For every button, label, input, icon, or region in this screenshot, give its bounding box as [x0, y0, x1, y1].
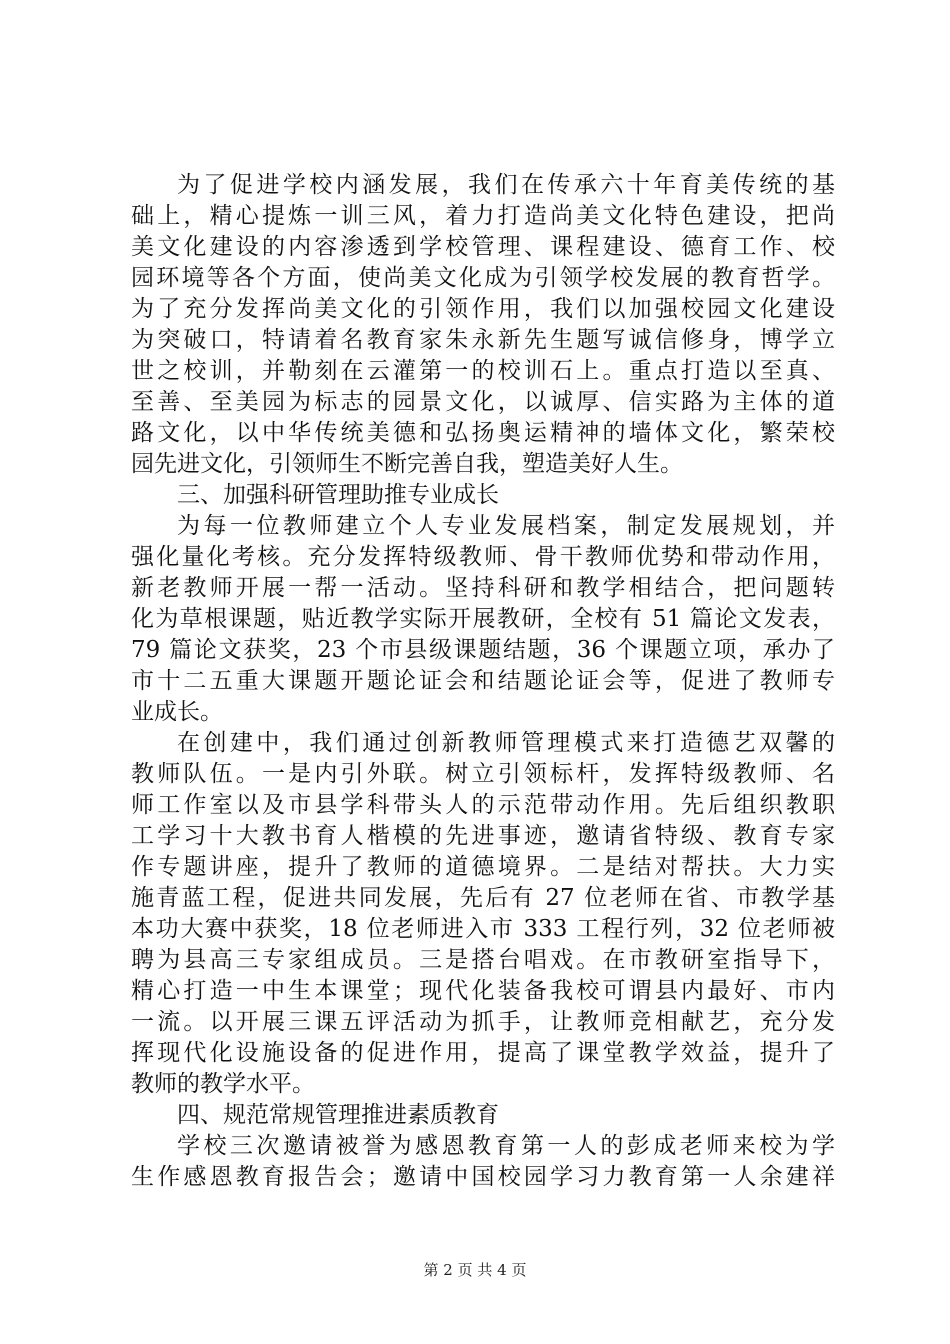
text-line: 一流。以开展三课五评活动为抓手，让教师竞相献艺，充分发	[131, 1009, 835, 1035]
text-line: 教师的教学水平。	[131, 1071, 315, 1097]
text-line: 在创建中，我们通过创新教师管理模式来打造德艺双馨的	[177, 730, 835, 756]
heading-text: 四、规范常规管理推进素质教育	[177, 1102, 499, 1128]
heading-text: 三、加强科研管理助推专业成长	[177, 482, 499, 508]
text-line: 79 篇论文获奖，23 个市县级课题结题，36 个课题立项，承办了	[131, 637, 835, 663]
text-line: 世之校训，并勒刻在云灌第一的校训石上。重点打造以至真、	[131, 358, 835, 384]
paragraph-quality-education	[131, 1131, 835, 1193]
text-line: 教师队伍。一是内引外联。树立引领标杆，发挥特级教师、名	[131, 761, 835, 787]
text-line: 施青蓝工程，促进共同发展，先后有 27 位老师在省、市教学基	[131, 885, 835, 911]
section-heading-4	[131, 1100, 835, 1131]
paragraph-research	[131, 511, 835, 728]
text-line: 学校三次邀请被誉为感恩教育第一人的彭成老师来校为学	[177, 1133, 835, 1159]
text-line: 业成长。	[131, 699, 223, 725]
text-line: 园环境等各个方面，使尚美文化成为引领学校发展的教育哲学。	[131, 265, 835, 291]
text-line: 聘为县高三专家组成员。三是搭台唱戏。在市教研室指导下，	[131, 947, 835, 973]
text-line: 化为草根课题，贴近教学实际开展教研，全校有 51 篇论文发表，	[131, 606, 835, 632]
text-line: 挥现代化设施设备的促进作用，提高了课堂教学效益，提升了	[131, 1040, 835, 1066]
text-line: 生作感恩教育报告会；邀请中国校园学习力教育第一人余建祥	[131, 1164, 835, 1190]
text-line: 至善、至美园为标志的园景文化，以诚厚、信实路为主体的道	[131, 389, 835, 415]
text-line: 新老教师开展一帮一活动。坚持科研和教学相结合，把问题转	[131, 575, 835, 601]
paragraph-culture	[131, 170, 835, 480]
section-heading-3	[131, 480, 835, 511]
text-line: 工学习十大教书育人楷模的先进事迹，邀请省特级、教育专家	[131, 823, 835, 849]
document-body	[131, 170, 835, 1193]
text-line: 路文化，以中华传统美德和弘扬奥运精神的墙体文化，繁荣校	[131, 420, 835, 446]
text-line: 为突破口，特请着名教育家朱永新先生题写诚信修身，博学立	[131, 327, 835, 353]
text-line: 园先进文化，引领师生不断完善自我，塑造美好人生。	[131, 451, 683, 477]
text-line: 精心打造一中生本课堂；现代化装备我校可谓县内最好、市内	[131, 978, 835, 1004]
text-line: 强化量化考核。充分发挥特级教师、骨干教师优势和带动作用，	[131, 544, 835, 570]
page-number: 第 2 页 共 4 页	[423, 1261, 527, 1279]
text-line: 为每一位教师建立个人专业发展档案，制定发展规划，并	[177, 513, 835, 539]
text-line: 美文化建设的内容渗透到学校管理、课程建设、德育工作、校	[131, 234, 835, 260]
text-line: 师工作室以及市县学科带头人的示范带动作用。先后组织教职	[131, 792, 835, 818]
text-line: 为了促进学校内涵发展，我们在传承六十年育美传统的基	[177, 172, 835, 198]
paragraph-teachers	[131, 728, 835, 1100]
page-footer	[0, 1260, 950, 1280]
text-line: 本功大赛中获奖，18 位老师进入市 333 工程行列，32 位老师被	[131, 916, 835, 942]
text-line: 作专题讲座，提升了教师的道德境界。二是结对帮扶。大力实	[131, 854, 835, 880]
text-line: 为了充分发挥尚美文化的引领作用，我们以加强校园文化建设	[131, 296, 835, 322]
text-line: 础上，精心提炼一训三风，着力打造尚美文化特色建设，把尚	[131, 203, 835, 229]
text-line: 市十二五重大课题开题论证会和结题论证会等，促进了教师专	[131, 668, 835, 694]
